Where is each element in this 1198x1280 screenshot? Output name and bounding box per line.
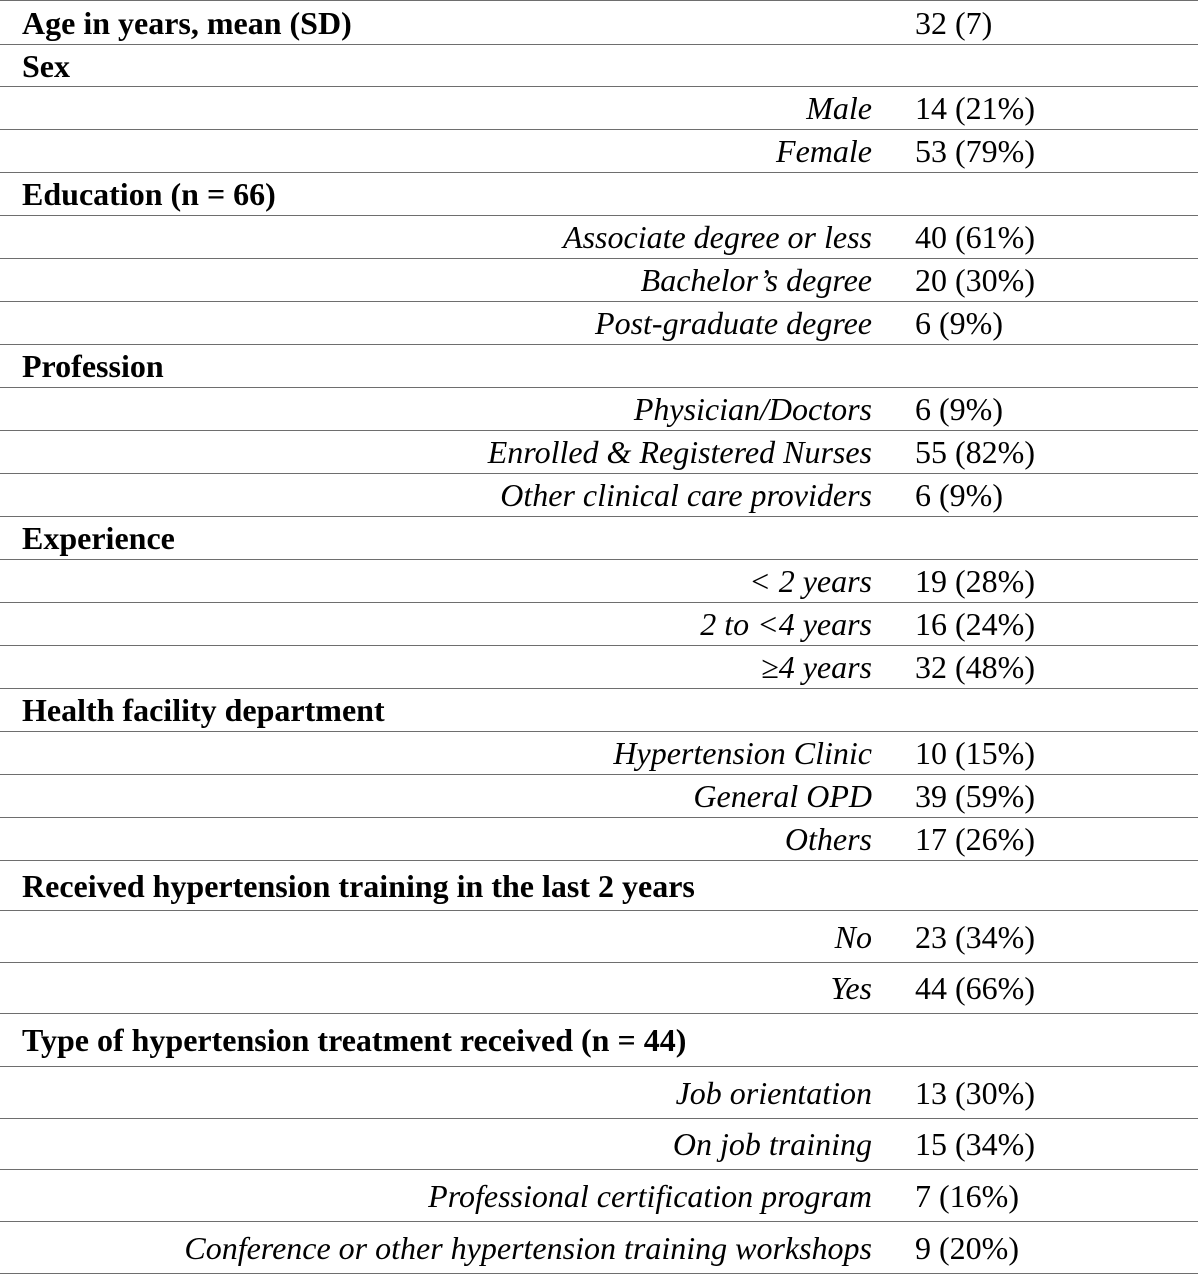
table-row — [0, 602, 1198, 645]
row-label: Professional certification program — [428, 1177, 872, 1214]
section-heading: Age in years, mean (SD) — [22, 4, 352, 41]
table-row — [0, 962, 1198, 1013]
table-row — [0, 86, 1198, 129]
row-label: < 2 years — [749, 563, 872, 599]
row-value: 55 (82%) — [915, 434, 1035, 470]
row-label: Other clinical care providers — [500, 477, 872, 513]
row-value: 53 (79%) — [915, 133, 1035, 169]
section-heading-row — [0, 344, 1198, 387]
table-row — [0, 774, 1198, 817]
row-label: ≥4 years — [761, 649, 872, 685]
row-value: 13 (30%) — [915, 1074, 1035, 1111]
row-label: Post-graduate degree — [595, 305, 872, 341]
row-value: 14 (21%) — [915, 90, 1035, 126]
section-heading: Sex — [22, 47, 70, 84]
row-label: Female — [776, 133, 872, 169]
row-value: 19 (28%) — [915, 563, 1035, 599]
row-value: 17 (26%) — [915, 821, 1035, 857]
table-row — [0, 301, 1198, 344]
section-heading: Type of hypertension treatment received (n = 44) — [22, 1022, 687, 1058]
row-label: Associate degree or less — [563, 219, 872, 255]
row-label: On job training — [672, 1126, 872, 1162]
table-row — [0, 645, 1198, 688]
row-value: 44 (66%) — [915, 970, 1035, 1006]
section-heading-row — [0, 172, 1198, 215]
row-value: 6 (9%) — [915, 391, 1003, 427]
table-row — [0, 817, 1198, 860]
section-heading-row — [0, 688, 1198, 731]
row-value: 7 (16%) — [915, 1177, 1019, 1214]
row-value: 6 (9%) — [915, 477, 1003, 513]
row-value: 15 (34%) — [915, 1126, 1035, 1162]
row-value: 32 (48%) — [915, 649, 1035, 685]
section-heading-row — [0, 1013, 1198, 1066]
table-row — [0, 1221, 1198, 1274]
section-heading-row — [0, 0, 1198, 44]
table-row — [0, 559, 1198, 602]
table-row — [0, 1118, 1198, 1169]
table-row — [0, 215, 1198, 258]
table-row — [0, 731, 1198, 774]
section-heading: Experience — [22, 520, 175, 556]
row-label: Job orientation — [675, 1074, 872, 1111]
section-heading: Profession — [22, 348, 164, 384]
table-row — [0, 387, 1198, 430]
row-label: Yes — [830, 970, 872, 1006]
table-row — [0, 1169, 1198, 1221]
row-label: Others — [784, 821, 872, 857]
row-label: 2 to <4 years — [700, 606, 872, 642]
row-value: 20 (30%) — [915, 262, 1035, 298]
row-value: 23 (34%) — [915, 918, 1035, 955]
section-heading: Education (n = 66) — [22, 176, 276, 212]
row-value: 40 (61%) — [915, 219, 1035, 255]
table-row — [0, 430, 1198, 473]
row-label: Hypertension Clinic — [613, 735, 872, 771]
section-heading: Health facility department — [22, 692, 385, 728]
table-row — [0, 129, 1198, 172]
section-heading-row — [0, 516, 1198, 559]
table-row — [0, 473, 1198, 516]
row-label: Conference or other hypertension training workshops — [184, 1229, 872, 1266]
section-heading: Received hypertension training in the last 2 years — [22, 867, 695, 904]
row-label: Physician/Doctors — [633, 391, 872, 427]
table-row — [0, 258, 1198, 301]
section-value: 32 (7) — [915, 4, 993, 41]
row-label: Enrolled & Registered Nurses — [487, 434, 872, 470]
row-value: 16 (24%) — [915, 606, 1035, 642]
row-label: General OPD — [693, 778, 872, 814]
row-value: 9 (20%) — [915, 1229, 1019, 1266]
row-value: 39 (59%) — [915, 778, 1035, 814]
table-row — [0, 910, 1198, 962]
row-label: Male — [806, 90, 872, 126]
table-row — [0, 1066, 1198, 1118]
section-heading-row — [0, 44, 1198, 86]
row-value: 6 (9%) — [915, 305, 1003, 341]
row-value: 10 (15%) — [915, 735, 1035, 771]
row-label: No — [834, 918, 872, 955]
section-heading-row — [0, 860, 1198, 910]
row-label: Bachelor’s degree — [640, 262, 872, 298]
